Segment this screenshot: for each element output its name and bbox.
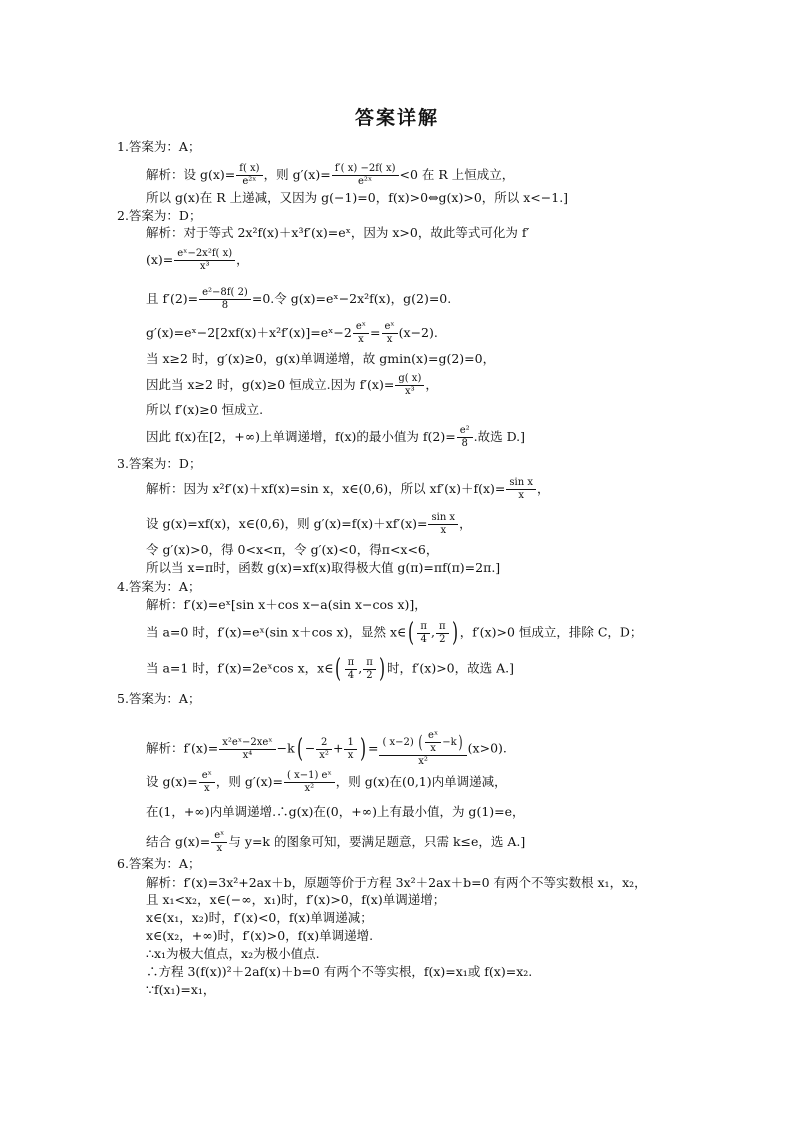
fraction: $\frac{\text{eˣ}}{x}$	[211, 830, 227, 855]
fraction: $\frac{\text{sin x}}{x}$	[506, 477, 536, 502]
fraction: $\frac{f'( x) -2f( x)}{\text{e²ˣ}}$	[332, 163, 399, 188]
q4-line-2: 当 a=0 时，f′(x)=eˣ(sin x＋cos x)，显然 x∈( $\frac{\pi}{4}$ , $\frac{\pi}{2}$ ) ，f′(x)>0 恒成立，排除 C，D；	[146, 618, 643, 648]
fraction: $\frac{1}{x}$	[344, 737, 356, 762]
fraction: $\frac{\text{( x−1) eˣ}}{\text{x²}}$	[284, 770, 335, 795]
fraction: $\frac{\pi}{4}$	[345, 657, 358, 682]
q3-line-2: 设 g(x)=xf(x)，x∈(0,6)，则 g′(x)=f(x)＋xf′(x)= $\frac{\text{sin x}}{x}$ ，	[146, 512, 472, 536]
fraction: x²eˣ−2xeˣ x⁴	[219, 737, 275, 762]
q6-line-5: ∴x₁为极大值点，x₂为极小值点.	[146, 946, 320, 961]
q4-line-1: 解析：f′(x)=eˣ[sin x＋cos x−a(sin x−cos x)]，	[146, 597, 427, 612]
q6-line-4: x∈(x₂，+∞)时，f′(x)>0，f(x)单调递增.	[146, 928, 374, 943]
fraction: $\frac{\pi}{2}$	[363, 657, 376, 682]
fraction: $\frac{\text{e²}}{8}$	[457, 425, 473, 450]
fraction: $\frac{\text{sin x}}{x}$	[428, 512, 458, 537]
answer-4: 4.答案为：A；	[117, 579, 201, 594]
q3-line-3: 令 g′(x)>0，得 0<x<π，令 g′(x)<0，得π<x<6，	[146, 542, 439, 557]
fraction: $\frac{\text{eˣ}}{x}$	[353, 321, 369, 346]
answer-1: 1.答案为：A；	[117, 139, 201, 154]
fraction: $\frac{\text{eˣ−2x²f( x)}}{\text{x³}}$	[174, 248, 235, 273]
q5-line-3: 在(1，+∞)内单调递增.∴g(x)在(0，+∞)上有最小值，为 g(1)=e，	[146, 804, 525, 819]
q6-line-6: ∴方程 3(f(x))²＋2af(x)＋b=0 有两个不等实根，f(x)=x₁或 f(x)=x₂.	[146, 964, 533, 979]
q2-line-2: (x)= $\frac{\text{eˣ−2x²f( x)}}{\text{x³}}$ ，	[146, 248, 249, 272]
q6-line-7: ∵f(x₁)=x₁，	[146, 982, 216, 997]
q6-line-2: 且 x₁<x₂，x∈(−∞，x₁)时，f′(x)>0，f(x)单调递增；	[146, 892, 446, 907]
q1-line-2: 所以 g(x)在 R 上递减，又因为 g(−1)=0，f(x)>0⇔g(x)>0，所以 x<−1.]	[146, 190, 569, 205]
q2-line-5: 当 x≥2 时，g′(x)≥0，g(x)单调递增，故 gmin(x)=g(2)=0，	[146, 351, 496, 366]
q2-line-1: 解析：对于等式 2x²f(x)＋x³f′(x)=eˣ，因为 x>0，故此等式可化为 f′	[146, 225, 530, 240]
q3-line-4: 所以当 x=π时，函数 g(x)=xf(x)取得极大值 g(π)=πf(π)=2π.]	[146, 560, 501, 575]
fraction: $\frac{2}{\text{x²}}$	[316, 737, 332, 762]
q5-line-2: 设 g(x)= $\frac{\text{eˣ}}{x}$ ，则 g′(x)= $\frac{\text{( x−1) eˣ}}{\text{x²}}$ ，则 g(x)在(0,1)内单调递减，	[146, 770, 507, 794]
fraction: $\frac{\text{eˣ}}{x}$	[199, 770, 215, 795]
page-title: 答案详解	[354, 107, 439, 129]
big-fraction: ( x−2) ( $\frac{\text{eˣ}}{x}$ −k) x²	[379, 730, 466, 768]
q1-line-1: 解析：设 g(x)= $\frac{f( x)}{\text{e²ˣ}}$ ，则 g′(x)= $\frac{f'( x) -2f( x)}{\text{e²ˣ}}$ <0 在 R 上恒成立，	[146, 163, 515, 187]
q5-line-1: 解析：f′(x)= x²eˣ−2xeˣ x⁴ −k( − $\frac{2}{\text{x²}}$ + $\frac{1}{x}$ ) = ( x−2) ( $\frac{\text{eˣ}}{x}$ −k) x² (x>0).	[146, 730, 507, 767]
fraction: $\frac{\text{e²−8f( 2)}}{8}$	[199, 287, 251, 312]
answer-6: 6.答案为：A；	[117, 856, 201, 871]
q2-line-7: 所以 f′(x)≥0 恒成立.	[146, 402, 264, 417]
q2-line-6: 因此当 x≥2 时，g(x)≥0 恒成立.因为 f′(x)= $\frac{g( x)}{\text{x³}}$ ，	[146, 373, 438, 397]
fraction: $\frac{f( x)}{\text{e²ˣ}}$	[236, 163, 262, 188]
answer-5: 5.答案为：A；	[117, 691, 201, 706]
fraction: $\frac{g( x)}{\text{x³}}$	[395, 373, 424, 398]
fraction: $\frac{\text{eˣ}}{x}$	[382, 321, 398, 346]
q2-line-8: 因此 f(x)在[2，+∞)上单调递增，f(x)的最小值为 f(2)= $\frac{\text{e²}}{8}$ .故选 D.]	[146, 425, 526, 449]
q3-line-1: 解析：因为 x²f′(x)＋xf(x)=sin x，x∈(0,6)，所以 xf′(x)＋f(x)= $\frac{\text{sin x}}{x}$ ，	[146, 477, 550, 501]
fraction: $\frac{\pi}{4}$	[417, 621, 430, 646]
fraction: $\frac{\pi}{2}$	[436, 621, 449, 646]
answer-2: 2.答案为：D；	[117, 208, 202, 223]
answer-3: 3.答案为：D；	[117, 456, 202, 471]
q6-line-3: x∈(x₁，x₂)时，f′(x)<0，f(x)单调递减；	[146, 910, 373, 925]
q2-line-3: 且 f′(2)= $\frac{\text{e²−8f( 2)}}{8}$ =0.令 g(x)=eˣ−2x²f(x)，g(2)=0.	[146, 287, 452, 311]
q5-line-4: 结合 g(x)= $\frac{\text{eˣ}}{x}$ 与 y=k 的图象可知，要满足题意，只需 k≤e，选 A.]	[146, 830, 526, 854]
q4-line-3: 当 a=1 时，f′(x)=2eˣcos x，x∈( $\frac{\pi}{4}$ , $\frac{\pi}{2}$ ) 时，f′(x)>0，故选 A.]	[146, 654, 514, 684]
q2-line-4: g′(x)=eˣ−2[2xf(x)＋x²f′(x)]=eˣ−2 $\frac{\text{eˣ}}{x}$ = $\frac{\text{eˣ}}{x}$ (x−2).	[146, 321, 438, 345]
q6-line-1: 解析：f′(x)=3x²+2ax＋b，原题等价于方程 3x²＋2ax＋b=0 有两个不等实数根 x₁，x₂，	[146, 875, 647, 890]
